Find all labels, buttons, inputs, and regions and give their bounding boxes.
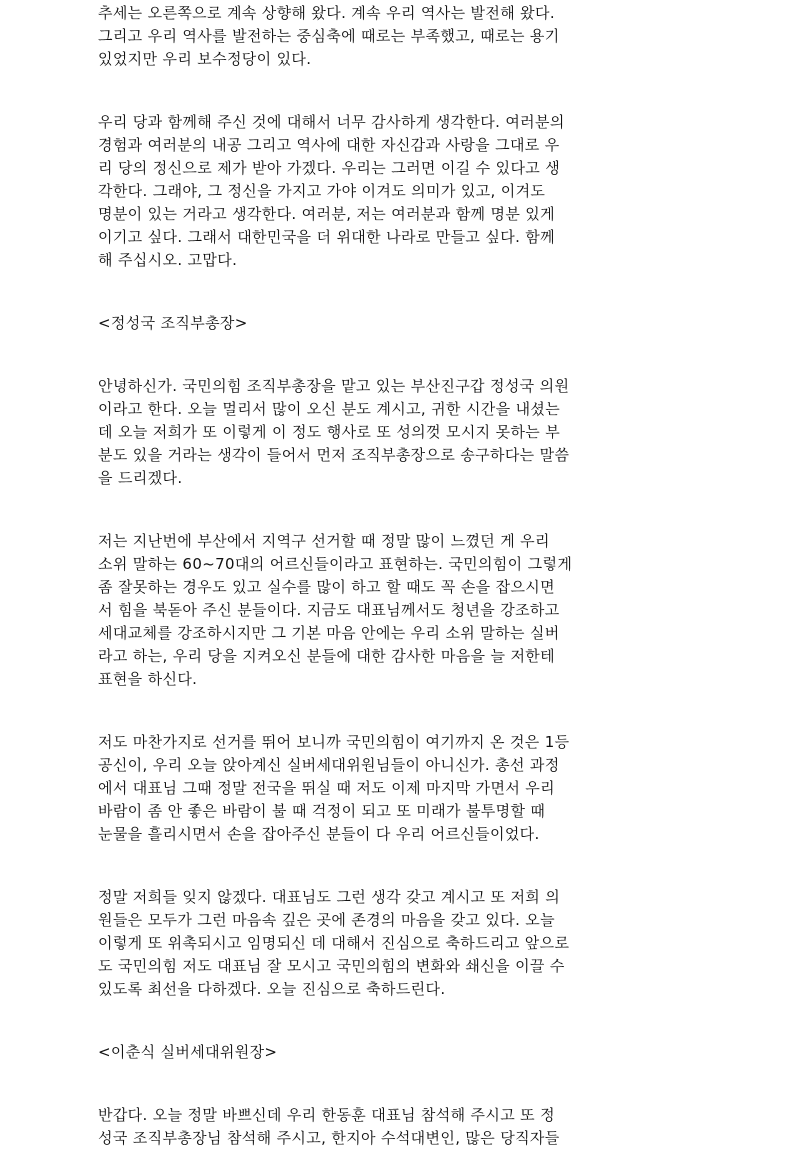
text-line: 에서 대표님 그때 정말 전국을 뛰실 때 저도 이제 마지막 가면서 우리 [98,779,555,797]
text-line: 서 힘을 북돋아 주신 분들이다. 지금도 대표님께서도 청년을 강조하고 [98,601,560,619]
document-page [98,0,698,1150]
text-line: 있도록 최선을 다하겠다. 오늘 진심으로 축하드린다. [98,980,446,998]
text-line: 이렇게 또 위촉되시고 임명되신 데 대해서 진심으로 축하드리고 앞으로 [98,934,570,952]
text-line: 해 주십시오. 고맙다. [98,251,238,269]
paragraph-congratulations [98,886,698,1001]
text-line: 눈물을 흘리시면서 손을 잡아주신 분들이 다 우리 어르신들이었다. [98,825,540,843]
text-line: 저도 마찬가지로 선거를 뛰어 보니까 국민의힘이 여기까지 온 것은 1등 [98,733,570,751]
text-line: 명분이 있는 거라고 생각한다. 여러분, 저는 여러분과 함께 명분 있게 [98,205,555,223]
text-line: 공신이, 우리 오늘 앉아계신 실버세대위원님들이 아니신가. 총선 과정 [98,756,560,774]
text-line: 데 오늘 저희가 또 이렇게 이 정도 행사로 또 성의껏 모시지 못하는 부 [98,423,561,441]
text-line: 바람이 좀 안 좋은 바람이 불 때 걱정이 되고 또 미래가 불투명할 때 [98,802,546,820]
paragraph-election-memory [98,530,698,691]
text-line: 있었지만 우리 보수정당이 있다. [98,50,312,68]
paragraph-welcome [98,1104,698,1150]
speaker-heading [98,1041,698,1064]
text-line: 세대교체를 강조하시지만 그 기본 마음 안에는 우리 소위 말하는 실버 [98,624,560,642]
paragraph-thanks [98,111,698,272]
text-line: 라고 하는, 우리 당을 지켜오신 분들에 대한 감사한 마음을 늘 저한테 [98,647,555,665]
text-line: 저는 지난번에 부산에서 지역구 선거할 때 정말 많이 느꼈던 게 우리 [98,532,550,550]
text-line: 안녕하신가. 국민의힘 조직부총장을 맡고 있는 부산진구갑 정성국 의원 [98,377,570,395]
text-line: 리 당의 정신으로 제가 받아 가겠다. 우리는 그러면 이길 수 있다고 생 [98,159,561,177]
text-line: 반갑다. 오늘 정말 바쁘신데 우리 한동훈 대표님 참석해 주시고 또 정 [98,1106,555,1124]
text-line: 이기고 싶다. 그래서 대한민국을 더 위대한 나라로 만들고 싶다. 함께 [98,228,555,246]
text-line: 도 국민의힘 저도 대표님 잘 모시고 국민의힘의 변화와 쇄신을 이끌 수 [98,957,565,975]
text-line: 각한다. 그래야, 그 정신을 가지고 가야 이겨도 의미가 있고, 이겨도 [98,182,546,200]
text-line: 경험과 여러분의 내공 그리고 역사에 대한 자신감과 사랑을 그대로 우 [98,136,560,154]
text-line: 성국 조직부총장님 참석해 주시고, 한지아 수석대변인, 많은 당직자들 [98,1129,560,1147]
text-line: 분도 있을 거라는 생각이 들어서 먼저 조직부총장으로 송구하다는 말씀 [98,446,570,464]
text-line: 소위 말하는 60~70대의 어르신들이라고 표현하는. 국민의힘이 그렇게 [98,555,573,573]
text-line: 을 드리겠다. [98,469,183,487]
paragraph-greeting [98,375,698,490]
text-line: 우리 당과 함께해 주신 것에 대해서 너무 감사하게 생각한다. 여러분의 [98,113,565,131]
text-line: 그리고 우리 역사를 발전하는 중심축에 때로는 부족했고, 때로는 용기 [98,27,560,45]
speaker-label: <정성국 조직부총장> [98,314,248,332]
speaker-label: <이춘식 실버세대위원장> [98,1043,278,1061]
text-line: 정말 저희들 잊지 않겠다. 대표님도 그런 생각 갖고 계시고 또 저희 의 [98,888,561,906]
paragraph-intro-closing [98,2,698,71]
speaker-heading [98,312,698,335]
text-line: 표현을 하신다. [98,670,198,688]
text-line: 원들은 모두가 그런 마음속 깊은 곳에 존경의 마음을 갖고 있다. 오늘 [98,911,555,929]
text-line: 이라고 한다. 오늘 멀리서 많이 오신 분도 계시고, 귀한 시간을 내셨는 [98,400,561,418]
text-line: 좀 잘못하는 경우도 있고 실수를 많이 하고 할 때도 꼭 손을 잡으시면 [98,578,555,596]
paragraph-campaign [98,731,698,846]
text-line: 추세는 오른쪽으로 계속 상향해 왔다. 계속 우리 역사는 발전해 왔다. [98,4,555,22]
